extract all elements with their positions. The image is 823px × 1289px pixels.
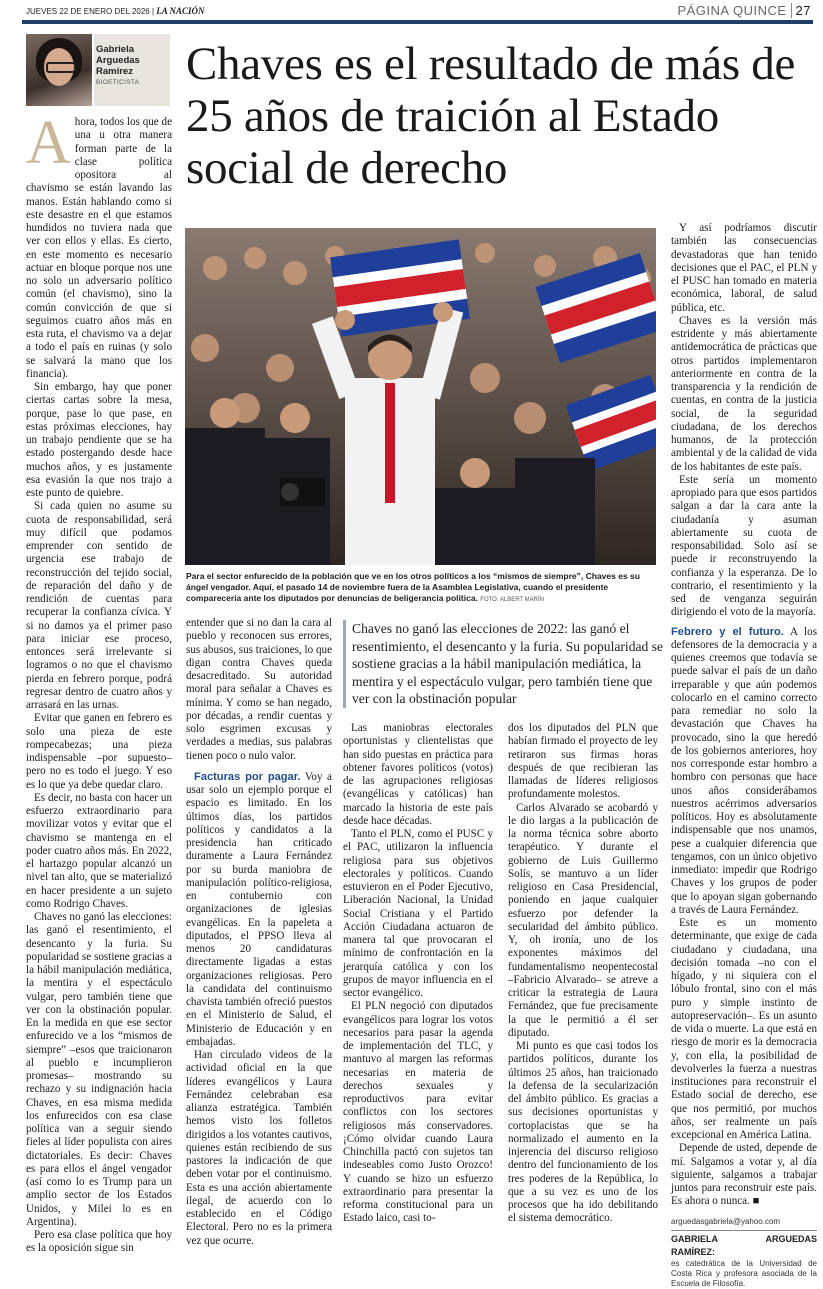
- article-column-4: [508, 722, 658, 1226]
- author-box: [94, 34, 170, 106]
- author-signature: [671, 1215, 817, 1289]
- author-role: BIOETICISTA: [96, 79, 170, 86]
- masthead-dateline: JUEVES 22 DE ENERO DEL 2026 | LA NACIÓN: [26, 6, 205, 16]
- page-number: 27: [791, 3, 811, 18]
- article-column-5: [671, 222, 817, 1289]
- paragraph: Febrero y el futuro. A los defensores de la democracia y a quienes creemos que todavía se puede salvar el país de un daño irreparable y que aún podemos colocarlo en el camino correcto para remediar no solo la devastación que Chaves ha provocado, sino la que heredó de los gobiernos anteriores, hoy nos corresponde estar hombro a hombro con personas que hace unos años considerábamos nuestros acérrimos adversarios políticos. Hoy es absolutamente indispensable que nos unamos, pese a cualquier diferencia que tengamos, con un único objetivo inmediato: impedir que Rodrigo Chaves y los grupos de poder que lo apoyan sigan gobernando a través de Laura Fernández.: [671, 626, 817, 918]
- newspaper-name: LA NACIÓN: [156, 6, 204, 16]
- paragraph: Este sería un momento apropiado para que esos partidos salgan a dar la cara ante la ciudadanía y asuman abiertamente su cuota de responsabilidad. Solo así se puede ir reconstruyendo la confianza y la esperanza. De lo contrario, el resentimiento y la sed de venganza seguirán dirigiendo el voto de la mayoría.: [671, 474, 817, 620]
- paragraph: Han circulado videos de la actividad oficial en la que líderes evangélicos y Laura Fernández celebraban esa alianza estratégica. También hemos visto los folletos dirigidos a los votantes cautivos, quienes están recibiendo de sus pastores la indicación de que deben votar por el continuismo. Esta es una acción abiertamente ilegal, de acuerdo con lo establecido en el Código Electoral. Pero no es la primera vez que ocurre.: [186, 1049, 332, 1248]
- signature-role: es catedrática de la Universidad de Costa Rica y profesora asociada de la Escuela de Filosofía.: [671, 1259, 817, 1289]
- author-name: Gabriela Arguedas Ramírez: [96, 44, 170, 77]
- page-label: [677, 3, 811, 18]
- end-mark: ■: [753, 1195, 760, 1207]
- paragraph: Mi punto es que casi todos los partidos políticos, durante los últimos 25 años, han traicionado la defensa de la secularización del ámbito público. Es gracias a sus decisiones oportunistas y cortoplacistas que se ha normalizado el aumento en la injerencia del discurso religioso dentro del funcionamiento de los tres poderes de la República, lo que a su vez es uno de los procesos que ha ido debilitando el sistema democrático.: [508, 1040, 658, 1226]
- header-rule: [22, 20, 813, 24]
- crowd-photo-illustration: [185, 228, 656, 565]
- paragraph: Depende de usted, depende de mí. Salgamos a votar y, al día siguiente, salgamos a trabajar juntos para reconstruir este país. Es ahora o nunca. ■: [671, 1142, 817, 1208]
- pull-quote: Chaves no ganó las elecciones de 2022: las ganó el resentimiento, el desencanto y la furia. Su popularidad se sostiene gracias a la hábil manipulación mediática, la mentira y el espectáculo vulgar, pero también tiene que ver con la obstinación popular: [343, 620, 667, 708]
- article-column-3: [343, 722, 493, 1226]
- subheading: Febrero y el futuro.: [671, 626, 784, 638]
- author-photo: [26, 34, 92, 106]
- paragraph: dos los diputados del PLN que habían firmado el proyecto de ley retiraron sus firmas horas después de que recibieran las llamadas de líderes religiosos profundamente molestos.: [508, 722, 658, 802]
- section-name: PÁGINA QUINCE: [677, 3, 786, 18]
- subheading: Facturas por pagar.: [194, 771, 301, 783]
- paragraph: Pero esa clase política que hoy es la oposición sigue sin: [26, 1229, 172, 1256]
- paragraph: Tanto el PLN, como el PUSC y el PAC, utilizaron la influencia religiosa para sus objetivos electorales y políticos. Cuando estuvieron en el Poder Ejecutivo, Liberación Nacional, la Unidad Social Cristiana y el Partido Acción Ciudadana actuaron de manera tal que provocaran el mínimo de confrontación en la jerarquía católica y con los grupos de mayor influencia en el sector evangélico.: [343, 828, 493, 1000]
- opening-paragraph: Ahora, todos los que de una u otra manera forman parte de la clase política opositora al chavismo se están lavando las manos. Están hablando como si este desastre en el que estamos hundidos no tuviera nada que ver con ellos y ellas. Es cierto, en este momento es necesario actuar en bloque porque nos une no solo un adversario político común (el chavismo), sino la común convicción de que si seguimos cuatro años más en esta ruta, el chavismo va a dejar a todo el país en ruinas (y solo se salvará la mano que los financia).: [26, 116, 172, 381]
- paragraph: Este es un momento determinante, que exige de cada ciudadano y ciudadana, una decisión tomada –no con el hígado, y ni siquiera con el lóbulo frontal, sino con el más puro y simple instinto de autopreservación–. Es un asunto de vida o muerte. La que está en riesgo de morir es la democracia y, con ella, la posibilidad de devolverles la fuerza a nuestras instituciones para reconstruir el Estado social de derecho, ese que nos permitió, por muchos años, ser realmente un país excepcional en América Latina.: [671, 917, 817, 1142]
- paragraph: Chaves no ganó las elecciones: las ganó el resentimiento, el desencanto y la furia. Su popularidad se sostiene gracias a la hábil manipulación mediática, la mentira y el espectáculo vulgar, pero también tiene que ver con la obstinación popular. En la medida en que ese sector enfurecido ve a los “mismos de siempre” –esos que traicionaron al pueblo e incumplieron promesas– mostrando su rechazo y su indignación hacia Chaves, en esa misma medida los enfurecidos con esa clase política van a seguir siendo fieles al líder populista con aires dictatoriales. Es decir: Chaves es para ellos el ángel vengador (así como lo es Trump para un amplio sector de los Estados Unidos, y Milei lo es en Argentina).: [26, 911, 172, 1229]
- paragraph: El PLN negoció con diputados evangélicos para lograr los votos necesarios para pasar la agenda de implementación del TLC, y mantuvo al margen las reformas necesarias en materia de derechos sexuales y reproductivos para evitar conflictos con los sectores religiosos más conservadores. ¡Cómo olvidar cuando Laura Chinchilla pactó con sujetos tan indeseables como Justo Orozco! Y cuando se hizo un esfuerzo extraordinario para presentar la reforma constitucional para un Estado laico, casi to-: [343, 1000, 493, 1225]
- paragraph: Chaves es la versión más estridente y más abiertamente antidemocrática de prácticas que otros partidos implementaron anteriormente en contra de la transparencia y la rendición de cuentas, en contra de la justicia social, de la seguridad ciudadana, de los derechos humanos, de la protección ambiental y de la calidad de vida de los habitantes de este país.: [671, 315, 817, 474]
- article-column-1: [26, 116, 172, 1256]
- drop-cap: A: [26, 116, 71, 170]
- paragraph: Evitar que ganen en febrero es solo una pieza de este rompecabezas; una pieza indispensable –por supuesto– pero no es todo el juego. Y eso es lo que ya debe quedar claro.: [26, 712, 172, 792]
- article-column-2: [186, 617, 332, 1248]
- paragraph: Es decir, no basta con hacer un esfuerzo extraordinario para movilizar votos y evitar que el chavismo se mantenga en el poder cuatro años más. En 2022, el hartazgo popular alcanzó un nivel tan alto, que se materializó en hacer presidente a un sujeto como Rodrigo Chaves.: [26, 792, 172, 911]
- author-email: arguedasgabriela@yahoo.com: [671, 1215, 817, 1228]
- headline: Chaves es el resultado de más de 25 años de traición al Estado social de derecho: [186, 38, 814, 194]
- rally-photo: [185, 228, 656, 565]
- paragraph: Facturas por pagar. Voy a usar solo un ejemplo porque el espacio es limitado. En los últimos días, los partidos políticos y candidatos a la presidencia han criticado duramente a Laura Fernández por su burda maniobra de manipulación político-religiosa, en contubernio con organizaciones de iglesias evangélicas. En la papeleta a diputados, el PPSO lleva al menos 20 candidaturas directamente ligadas a estas organizaciones religiosas. Pero la candidata del continuismo chavista también ofreció puestos en el Ministerio de Salud, el Ministerio de Educación y en embajadas.: [186, 771, 332, 1049]
- paragraph: Las maniobras electorales oportunistas y clientelistas que han sido puestas en práctica para obtener favores políticos (votos) de las agrupaciones religiosas (evangélicas y católicas) han marcado la historia de este país desde hace décadas.: [343, 722, 493, 828]
- paragraph: Sin embargo, hay que poner ciertas cartas sobre la mesa, porque, pase lo que pase, en estas próximas elecciones, hay un trabajo pendiente que se ha estado postergando desde hace muchos años, y es justamente esa evasión la que nos trajo a este punto de quiebre.: [26, 381, 172, 500]
- signature-name: GABRIELA ARGUEDAS RAMÍREZ:: [671, 1230, 817, 1260]
- paragraph: Carlos Alvarado se acobardó y le dio largas a la publicación de la norma técnica sobre aborto terapéutico. Y durante el gobierno de Luis Guillermo Solís, se mantuvo a un líder religioso en Casa Presidencial, poniendo en jaque cualquier esfuerzo por defender la secularidad del ámbito público. Y, oh ironía, uno de los exponentes máximos del fundamentalismo neopentecostal –Fabricio Alvarado– se atreve a criticar la estrategia de Laura Fernández, que fue precisamente la que le permitió a él ser diputado.: [508, 802, 658, 1041]
- caption-text: Para el sector enfurecido de la población que ve en los otros políticos a los “mismos de siempre”, Chaves es su ángel vengador. Aquí, el pasado 14 de noviembre fuera de la Asamblea Legislativa, cuando el presidente compareceria ante los diputados por denuncias de beligerancia política.: [186, 571, 640, 603]
- paragraph: Y así podríamos discutir también las consecuencias devastadoras que han tenido decisiones que el PAC, el PLN y el PUSC han tomado en materia económica, laboral, de salud pública, etc.: [671, 222, 817, 315]
- issue-date: JUEVES 22 DE ENERO DEL 2026: [26, 7, 150, 16]
- photo-credit: FOTO: ALBERT MARÍN: [480, 597, 544, 603]
- photo-caption: [186, 571, 656, 606]
- paragraph: entender que si no dan la cara al pueblo y reconocen sus errores, sus abusos, sus traiciones, lo que digan contra Chaves queda desacreditado. Su autoridad moral para señalar a Chaves es mínima. Y como se han negado, por décadas, a rendir cuentas y solo esgrimen excusas y verdades a medias, sus palabras tienen poco o nulo valor.: [186, 617, 332, 763]
- paragraph: Si cada quien no asume su cuota de responsabilidad, será muy difícil que podamos emprender con sentido de urgencia ese trabajo de reconstrucción del tejido social, de reparación del daño y de rendición de cuentas para recuperar la confianza cívica. Y si no damos ya el primer paso para iniciar ese proceso, entonces será irrelevante si logramos o no que el chavismo pierda en febrero porque, podrá regresar dentro de cuatro años y arrasará en las urnas.: [26, 500, 172, 712]
